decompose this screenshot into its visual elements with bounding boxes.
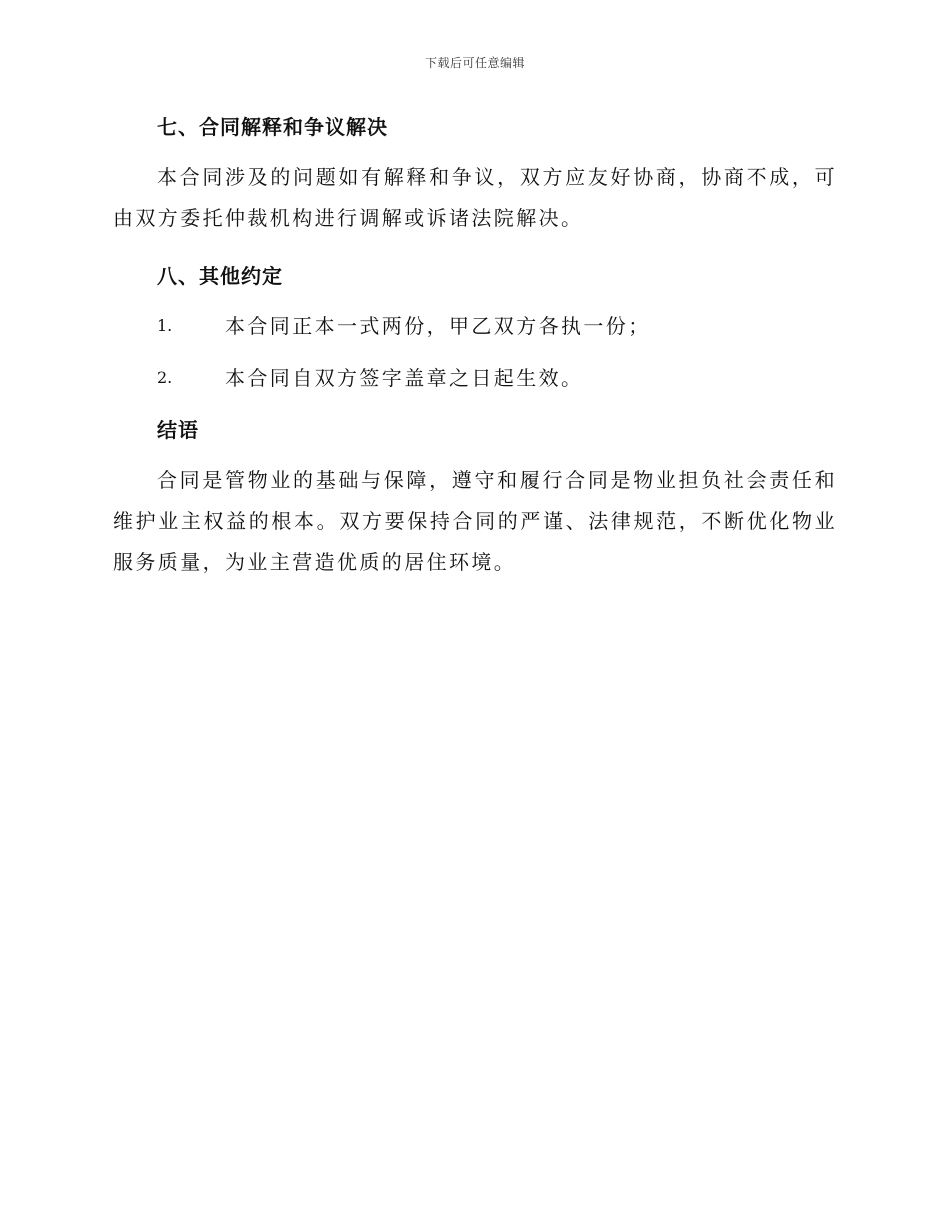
document-body <box>113 112 837 583</box>
conclusion-heading: 结语 <box>157 418 199 442</box>
section-7-paragraph: 本合同涉及的问题如有解释和争议，双方应友好协商，协商不成，可由双方委托仲裁机构进行调解或诉诸法院解决。 <box>113 165 837 230</box>
list-item <box>113 363 837 393</box>
section-8-heading: 八、其他约定 <box>157 264 283 288</box>
list-item-text: 本合同正本一式两份，甲乙双方各执一份； <box>225 314 651 338</box>
page-header-note: 下载后可任意编辑 <box>424 56 525 70</box>
list-item-text: 本合同自双方签字盖章之日起生效。 <box>225 366 584 390</box>
conclusion-paragraph: 合同是管物业的基础与保障，遵守和履行合同是物业担负社会责任和维护业主权益的根本。双方要保持合同的严谨、法律规范，不断优化物业服务质量，为业主营造优质的居住环境。 <box>113 468 837 574</box>
list-item-number: 1. <box>157 316 173 335</box>
list-item <box>113 311 837 341</box>
list-item-number: 2. <box>157 368 173 387</box>
section-7-heading: 七、合同解释和争议解决 <box>157 115 388 139</box>
